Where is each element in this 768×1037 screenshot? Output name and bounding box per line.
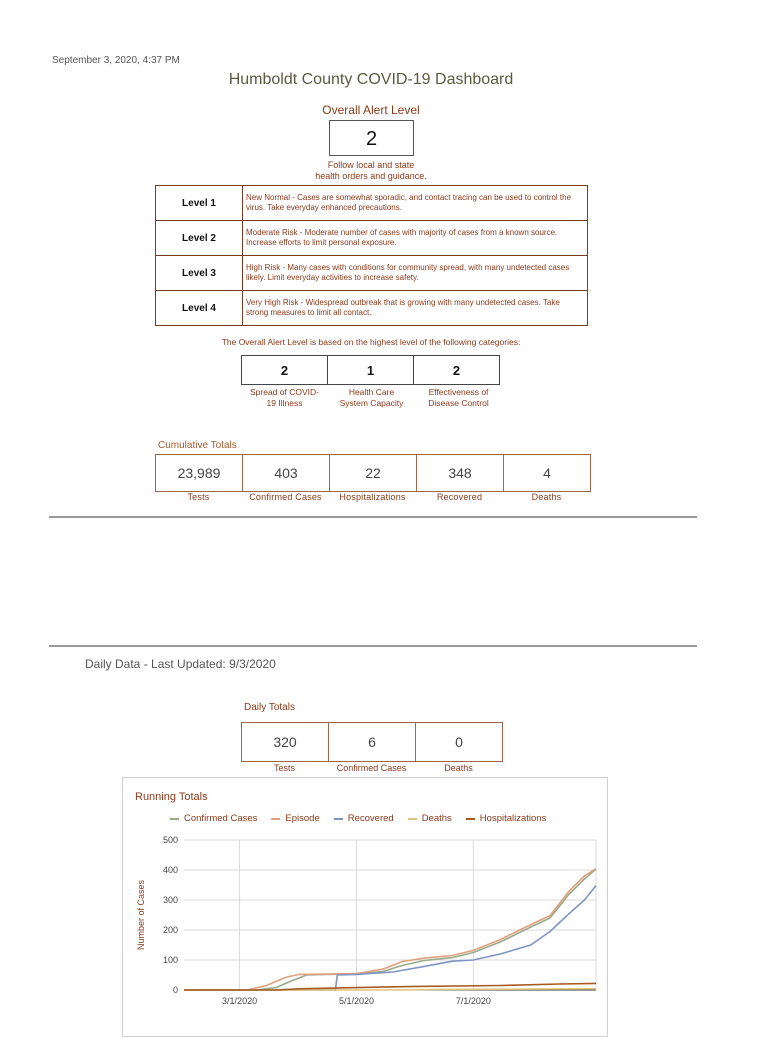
- cumulative-recovered-value: 348: [417, 455, 504, 492]
- daily-totals-label: Daily Totals: [244, 702, 295, 713]
- alert-note-line-2: health orders and guidance.: [315, 171, 427, 181]
- y-tick-label: 500: [162, 835, 178, 845]
- daily-caption: Deaths: [444, 763, 473, 773]
- x-tick-label: 5/1/2020: [338, 996, 374, 1006]
- y-tick-label: 200: [162, 925, 178, 935]
- chart-title: Running Totals: [135, 791, 208, 803]
- daily-deaths-value: 0: [416, 723, 503, 762]
- cumulative-deaths-value: 4: [504, 455, 591, 492]
- level-row: [156, 256, 588, 291]
- section-divider: [49, 645, 697, 647]
- cumulative-captions: [155, 492, 590, 502]
- cumulative-caption: Hospitalizations: [339, 492, 406, 502]
- cumulative-hospitalizations-value: 22: [330, 455, 417, 492]
- alert-levels-table: [155, 185, 588, 326]
- categories-note: The Overall Alert Level is based on the highest level of the following categories:: [221, 337, 521, 347]
- cumulative-caption: Tests: [187, 492, 210, 502]
- level-label: Level 3: [156, 256, 243, 291]
- category-levels-table: [241, 355, 500, 385]
- cumulative-totals-table: [155, 454, 591, 492]
- alert-guidance-note: [0, 160, 742, 182]
- level-label: Level 2: [156, 221, 243, 256]
- legend-label: Episode: [285, 813, 320, 824]
- cumulative-tests-value: 23,989: [156, 455, 243, 492]
- alert-note-line-1: Follow local and state: [327, 160, 415, 170]
- category-value-spread: 2: [242, 356, 328, 385]
- level-row: [156, 186, 588, 221]
- cumulative-caption: Confirmed Cases: [249, 492, 322, 502]
- series-line-recovered: [184, 886, 596, 990]
- legend-label: Confirmed Cases: [184, 813, 258, 824]
- y-axis-label: Number of Cases: [136, 879, 146, 951]
- level-description: Very High Risk - Widespread outbreak that is growing with many undetected cases. Take strong measures to limit all contact.: [243, 291, 588, 326]
- report-timestamp: September 3, 2020, 4:37 PM: [52, 55, 180, 66]
- overall-alert-heading: Overall Alert Level: [322, 103, 420, 117]
- daily-tests-value: 320: [242, 723, 329, 762]
- cumulative-cases-value: 403: [243, 455, 330, 492]
- x-tick-label: 7/1/2020: [455, 996, 491, 1006]
- level-row: [156, 291, 588, 326]
- level-row: [156, 221, 588, 256]
- category-value-health-care: 1: [328, 356, 414, 385]
- y-tick-label: 300: [162, 895, 178, 905]
- page-title: Humboldt County COVID-19 Dashboard: [228, 71, 514, 88]
- cumulative-totals-label: Cumulative Totals: [158, 440, 237, 451]
- level-description: Moderate Risk - Moderate number of cases with majority of cases from a known source. Increase efforts to limit personal exposure.: [243, 221, 588, 256]
- category-label-health-care: Health Care System Capacity: [339, 387, 404, 408]
- daily-data-heading: Daily Data - Last Updated: 9/3/2020: [85, 657, 276, 671]
- daily-caption: Confirmed Cases: [336, 763, 407, 773]
- x-tick-label: 3/1/2020: [222, 996, 258, 1006]
- daily-cases-value: 6: [329, 723, 416, 762]
- overall-alert-value: 2: [329, 120, 414, 156]
- category-value-disease-control: 2: [414, 356, 500, 385]
- level-description: High Risk - Many cases with conditions for community spread, with many undetected cases likely. Limit everyday activities to increase safety.: [243, 256, 588, 291]
- y-tick-label: 100: [162, 955, 178, 965]
- legend-label: Deaths: [421, 813, 452, 824]
- cumulative-caption: Deaths: [531, 492, 562, 502]
- level-description: New Normal - Cases are somewhat sporadic, and contact tracing can be used to control the virus. Take everyday enhanced precautions.: [243, 186, 588, 221]
- daily-caption: Tests: [273, 763, 295, 773]
- legend-label: Recovered: [347, 813, 394, 824]
- level-label: Level 4: [156, 291, 243, 326]
- category-label-spread: Spread of COVID- 19 Illness: [250, 387, 319, 408]
- category-labels: [241, 387, 502, 409]
- section-divider: [49, 516, 697, 518]
- cumulative-caption: Recovered: [436, 492, 483, 502]
- y-tick-label: 400: [162, 865, 178, 875]
- level-label: Level 1: [156, 186, 243, 221]
- daily-totals-table: [241, 722, 503, 762]
- chart-plot-area: [122, 777, 608, 1024]
- y-tick-label: 0: [172, 985, 178, 995]
- legend-label: Hospitalizations: [479, 813, 547, 824]
- category-label-disease-control: Effectiveness of Disease Control: [428, 387, 489, 408]
- daily-captions: [241, 763, 502, 773]
